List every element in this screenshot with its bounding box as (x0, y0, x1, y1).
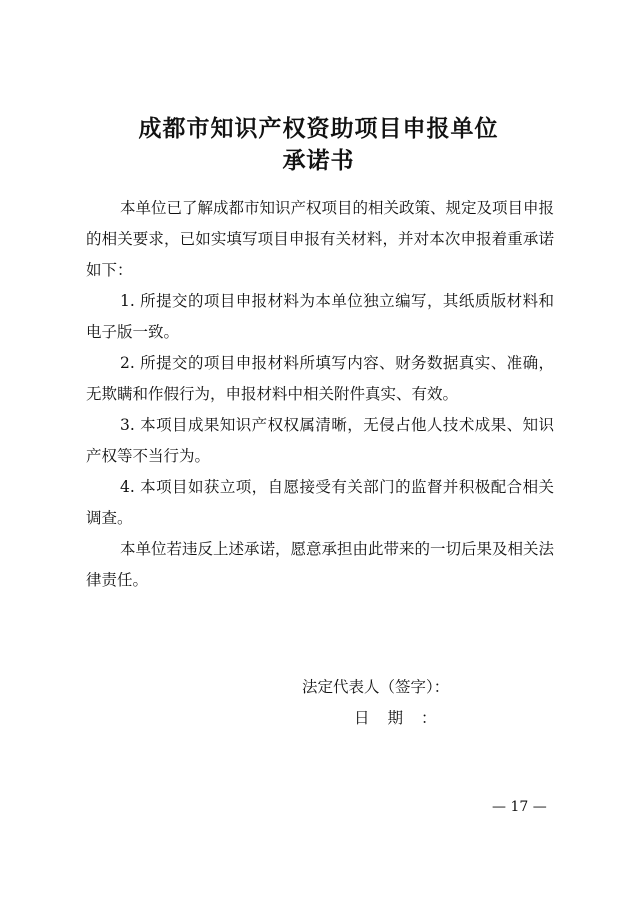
document-subtitle: 承诺书 (282, 148, 355, 174)
paragraph-commitment-3 (86, 410, 554, 472)
paragraph-text: 4. 本项目如获立项，自愿接受有关部门的监督并积极配合相关调查。 (86, 478, 554, 527)
paragraph-text: 1. 所提交的项目申报材料为本单位独立编写，其纸质版材料和电子版一致。 (86, 292, 554, 341)
paragraph-commitment-2 (86, 348, 554, 410)
paragraph-commitment-1 (86, 286, 554, 348)
paragraph-commitment-4 (86, 472, 554, 534)
page-number: — 17 — (492, 799, 547, 815)
paragraph-text: 2. 所提交的项目申报材料所填写内容、财务数据真实、准确，无欺瞒和作假行为，申报材料中相关附件真实、有效。 (86, 354, 554, 403)
paragraph-text: 3. 本项目成果知识产权权属清晰，无侵占他人技术成果、知识产权等不当行为。 (86, 416, 554, 465)
signature-label: 法定代表人（签字）： (302, 678, 450, 696)
document-title: 成都市知识产权资助项目申报单位 (138, 116, 499, 142)
date-label: 日期： (354, 709, 455, 727)
paragraph-closing (86, 534, 554, 596)
paragraph-text: 本单位若违反上述承诺，愿意承担由此带来的一切后果及相关法律责任。 (86, 540, 555, 589)
paragraph-text: 本单位已了解成都市知识产权项目的相关政策、规定及项目申报的相关要求，已如实填写项目申报有关材料，并对本次申报着重承诺如下： (86, 199, 555, 279)
paragraph-intro (86, 193, 554, 286)
